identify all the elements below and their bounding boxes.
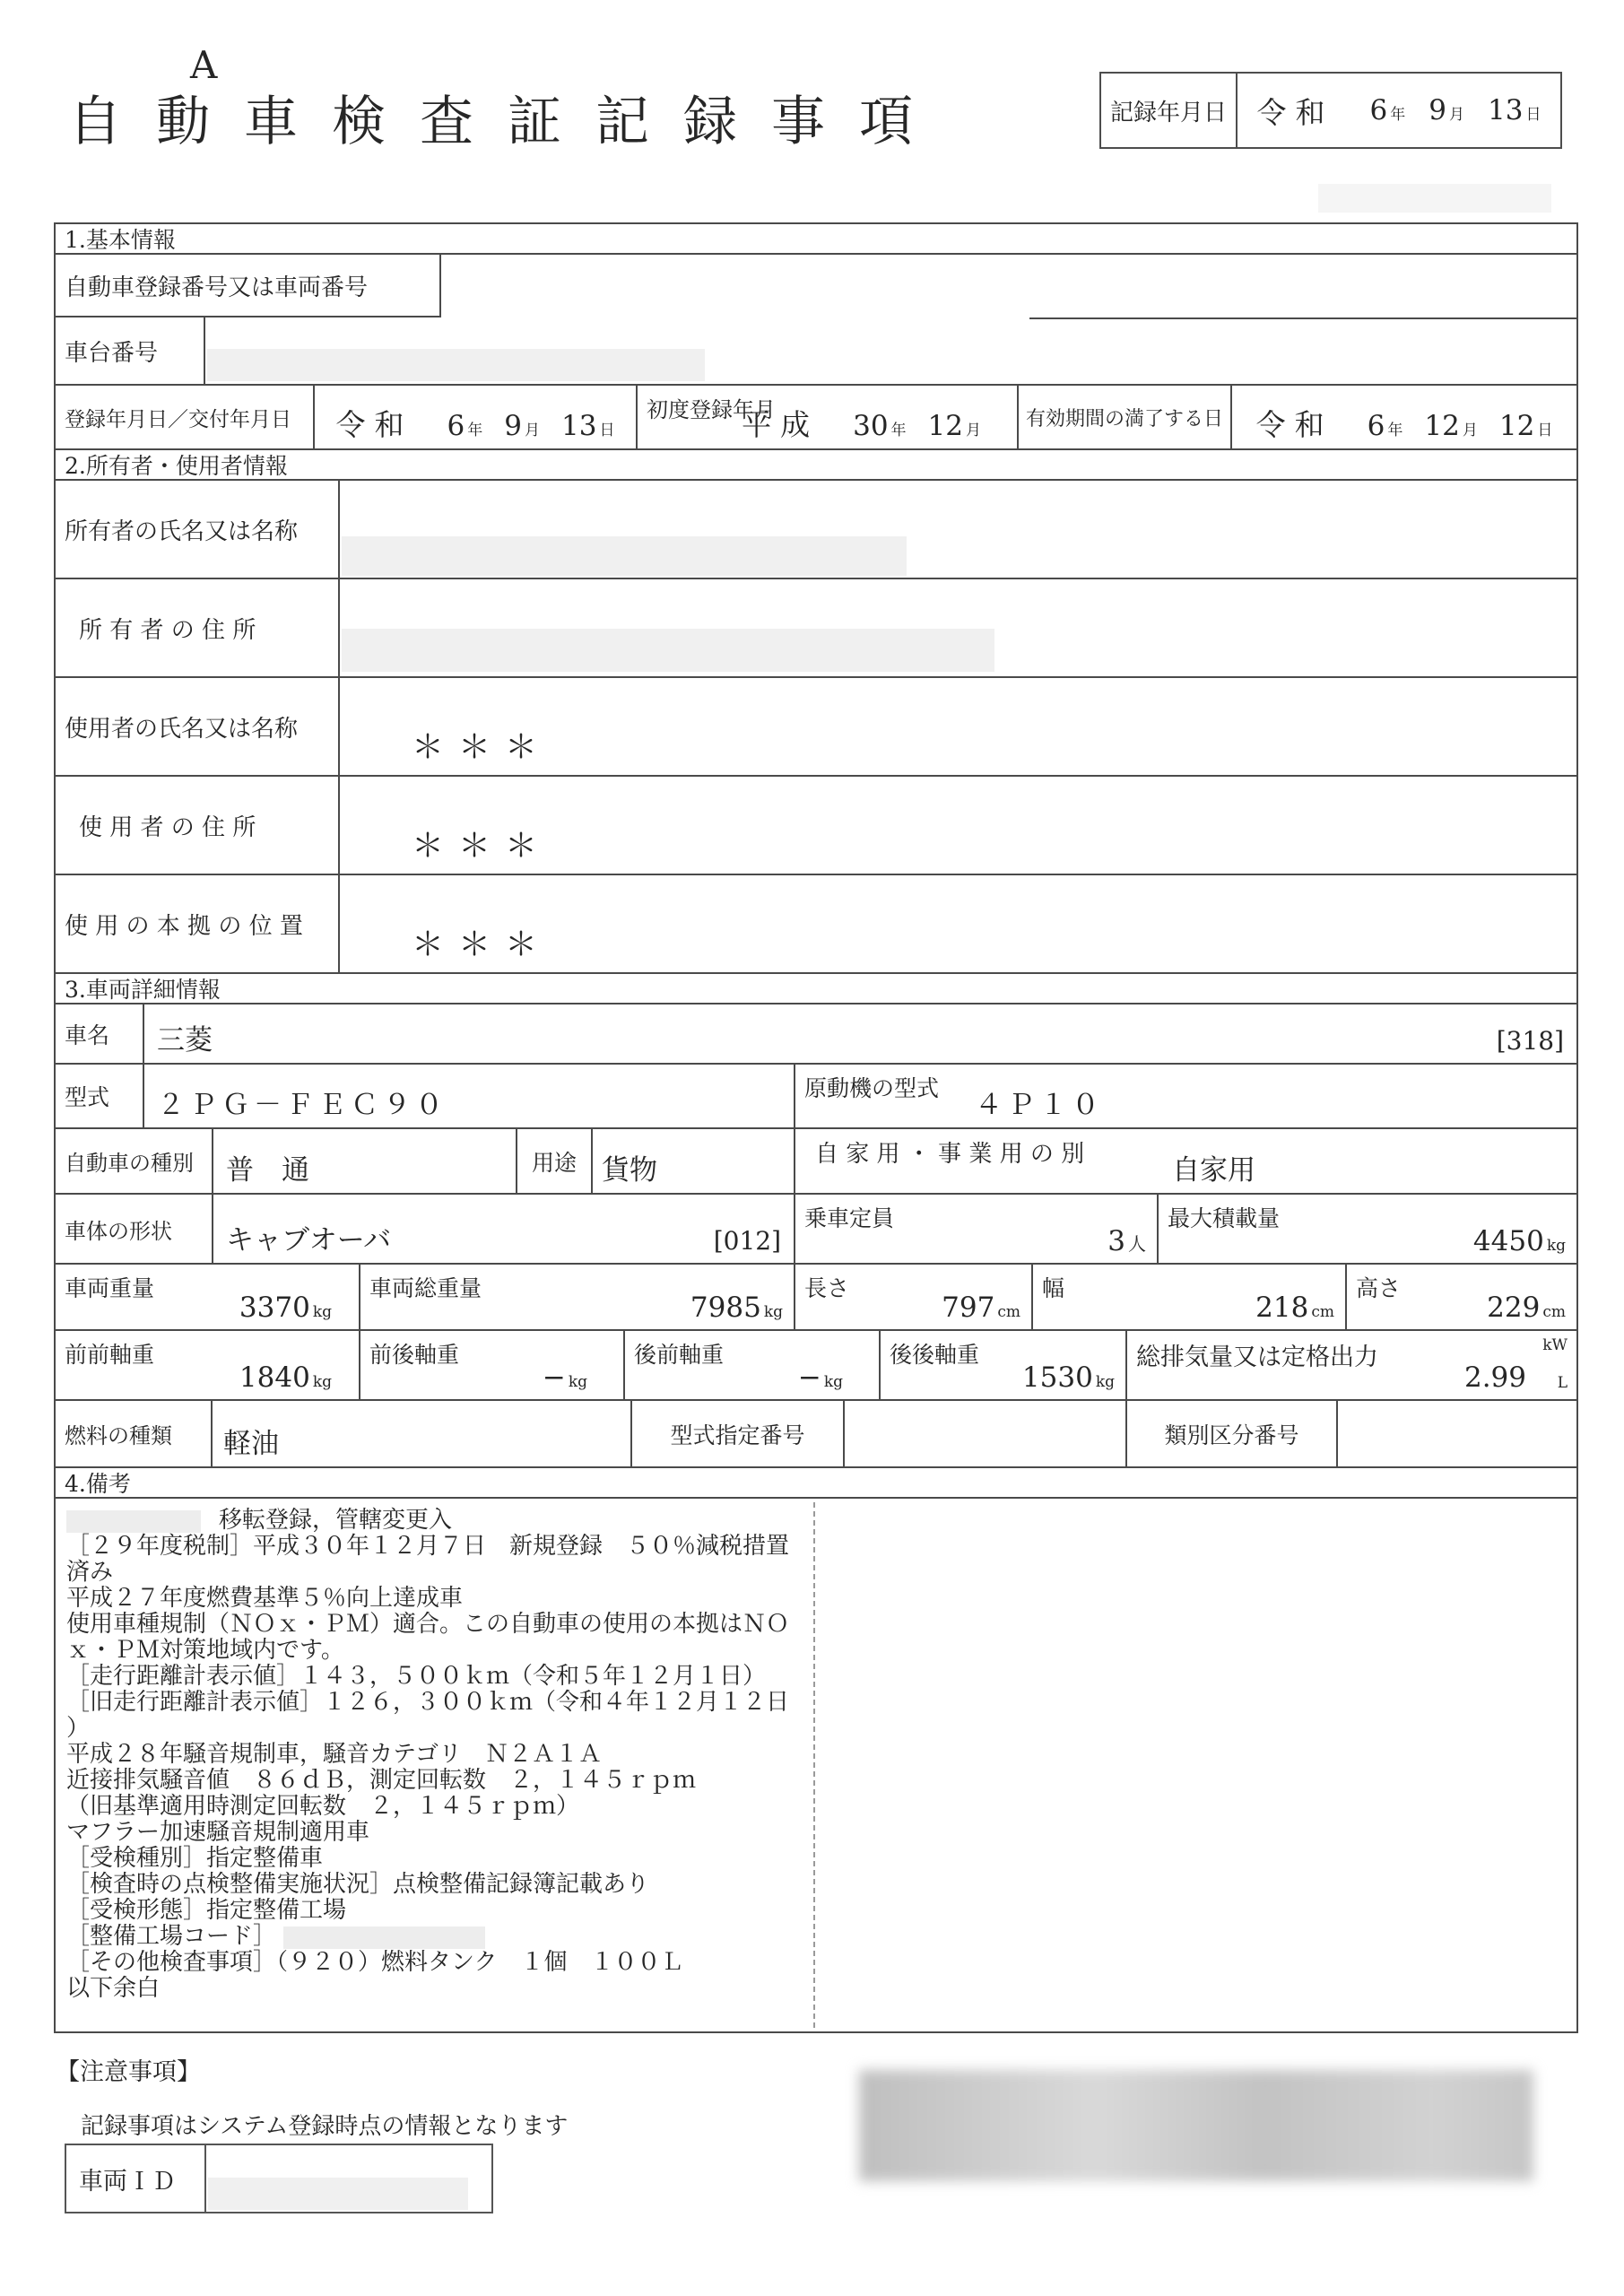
axle-rear-front-label: 後前軸重 <box>634 1342 725 1368</box>
displacement-units: kW L <box>1542 1336 1568 1392</box>
remark-line: ［受検種別］指定整備車 <box>66 1845 324 1872</box>
vehicle-weight-value: 3370 kg <box>239 1292 332 1324</box>
type-certification-number-label: 型式指定番号 <box>632 1401 845 1466</box>
row-owner-address <box>56 579 1576 678</box>
length-label: 長さ <box>804 1275 850 1301</box>
section-header-basic: 1.基本情報 <box>56 224 1576 255</box>
record-date-value: 令和 6 年 9 月 13 日 <box>1238 74 1560 147</box>
page-corner-mark: A <box>190 43 218 87</box>
vehicle-kind-label: 自動車の種別 <box>56 1129 213 1193</box>
row-model <box>56 1065 1576 1129</box>
notice-title: 【注意事項】 <box>56 2058 201 2086</box>
user-name-label: 使用者の氏名又は名称 <box>56 678 340 775</box>
row-user-name <box>56 678 1576 777</box>
row-owner-name <box>56 481 1576 579</box>
axle-rear-rear-label: 後後軸重 <box>890 1342 980 1368</box>
document-title: 自動車検査証記録事項 <box>68 91 947 153</box>
displacement-label: 総排気量又は定格出力 <box>1136 1344 1378 1371</box>
first-registration-cell <box>638 386 1019 448</box>
chassis-number-label: 車台番号 <box>56 317 205 384</box>
vehicle-name-code: [318] <box>1496 1026 1564 1056</box>
remark-line: 近接排気騒音値 ８６ｄＢ，測定回転数 ２，１４５ｒｐｍ <box>66 1767 697 1794</box>
height-label: 高さ <box>1356 1275 1402 1301</box>
row-registration-number <box>56 255 1576 317</box>
length-value: 797 cm <box>942 1292 1020 1324</box>
expiry-date-value: 令和 6 年 12 月 12 日 <box>1255 407 1553 442</box>
displacement-value: 2.99 <box>1463 1361 1526 1394</box>
use-value: 貨物 <box>602 1154 657 1187</box>
base-location-label: 使 用 の 本 拠 の 位 置 <box>56 875 340 972</box>
remark-line: 平成２８年騒音規制車，騒音カテゴリ Ｎ２Ａ１Ａ <box>66 1741 602 1768</box>
height-value: 229 cm <box>1487 1292 1566 1324</box>
notice-text: 記録事項はシステム登録時点の情報となります <box>81 2113 569 2140</box>
vehicle-name-label: 車名 <box>56 1004 144 1063</box>
capacity-label: 乗車定員 <box>804 1205 895 1231</box>
row-weights <box>56 1265 1576 1331</box>
axle-rear-rear-value: 1530 kg <box>1021 1361 1115 1394</box>
model-value: ２ＰＧ－ＦＥＣ９０ <box>157 1089 447 1121</box>
remark-line: 平成２７年度燃費基準５％向上達成車 <box>66 1585 464 1612</box>
redacted-area <box>342 629 994 672</box>
model-label: 型式 <box>56 1065 144 1127</box>
remark-line: ） <box>66 1715 91 1742</box>
max-load-value: 4450 kg <box>1472 1225 1566 1257</box>
remark-line: ［受検形態］指定整備工場 <box>66 1897 347 1924</box>
category-number-label: 類別区分番号 <box>1127 1401 1338 1466</box>
divider <box>813 1502 815 2028</box>
row-chassis-number <box>56 317 1576 386</box>
engine-model-label: 原動機の型式 <box>804 1075 940 1101</box>
owner-name-label: 所有者の氏名又は名称 <box>56 481 340 578</box>
section-header-remarks: 4.備考 <box>56 1468 1576 1499</box>
width-label: 幅 <box>1042 1275 1065 1301</box>
row-vehicle-kind <box>56 1129 1576 1195</box>
row-vehicle-name <box>56 1004 1576 1065</box>
remarks-area <box>56 1499 1576 2031</box>
axle-rear-front-value: − kg <box>797 1361 843 1394</box>
remark-line: 移転登録，管轄変更入 <box>66 1508 796 1534</box>
row-axle-weights <box>56 1331 1576 1401</box>
redacted-area <box>1318 184 1551 213</box>
fuel-type-label: 燃料の種類 <box>56 1401 213 1466</box>
remark-line: 使用車種規制（ＮＯｘ・ＰＭ）適合。この自動車の使用の本拠はＮＯ <box>66 1611 790 1638</box>
row-user-address <box>56 777 1576 875</box>
vehicle-id-box <box>65 2144 493 2213</box>
remark-line: ［２９年度税制］平成３０年１２月７日 新規登録 ５０％減税措置 <box>66 1533 790 1560</box>
remark-line: マフラー加速騒音規制適用車 <box>66 1819 370 1846</box>
redacted-area <box>66 1510 201 1533</box>
axle-front-rear-value: − kg <box>542 1361 587 1394</box>
fuel-type-value: 軽油 <box>223 1428 279 1460</box>
body-shape-value: キャブオーバ <box>226 1224 392 1257</box>
type-certification-number-value <box>845 1401 1127 1466</box>
record-date-box <box>1099 72 1562 149</box>
width-value: 218 cm <box>1255 1292 1334 1324</box>
axle-front-front-label: 前前軸重 <box>65 1342 155 1368</box>
registration-number-label: 自動車登録番号又は車両番号 <box>56 255 441 317</box>
remark-line: ［走行距離計表示値］１４３，５００ｋｍ（令和５年１２月１日） <box>66 1663 767 1690</box>
engine-model-value: ４Ｐ１０ <box>975 1089 1104 1121</box>
vehicle-id-label: 車両ＩＤ <box>66 2145 206 2212</box>
row-body-shape <box>56 1195 1576 1265</box>
gross-weight-label: 車両総重量 <box>369 1275 482 1301</box>
remark-line: （旧基準適用時測定回転数 ２，１４５ｒｐｍ） <box>66 1793 580 1820</box>
expiry-date-label: 有効期間の満了する日 <box>1019 386 1232 448</box>
remark-line: 以下余白 <box>66 1975 161 2002</box>
vehicle-kind-value: 普 通 <box>226 1154 309 1187</box>
section-header-owner: 2.所有者・使用者情報 <box>56 450 1576 481</box>
remark-line: ［その他検査事項］（９２０）燃料タンク １個 １００Ｌ <box>66 1949 684 1976</box>
remark-line: 済み <box>66 1559 114 1586</box>
vehicle-weight-label: 車両重量 <box>65 1275 155 1301</box>
remarks-text <box>66 1508 796 2002</box>
category-number-value <box>1338 1401 1576 1466</box>
main-table <box>54 222 1578 2033</box>
redacted-area <box>207 349 705 381</box>
era-text: 令和 <box>1256 94 1334 130</box>
remark-line: ［検査時の点検整備実施状況］点検整備記録簿記載あり <box>66 1871 650 1898</box>
axle-front-rear-label: 前後軸重 <box>369 1342 460 1368</box>
redacted-area <box>342 536 907 576</box>
redacted-area <box>283 1926 485 1949</box>
user-address-value: ＊＊＊ <box>412 828 552 865</box>
first-registration-value: 平成 30 年 12 月 <box>742 407 981 442</box>
remark-line: ［整備工場コード］ <box>66 1924 796 1950</box>
remark-line: ｘ・ＰＭ対策地域内です。 <box>66 1637 344 1664</box>
user-address-label: 使 用 者 の 住 所 <box>56 777 340 874</box>
capacity-value: 3 人 <box>1107 1225 1146 1257</box>
owner-address-label: 所 有 者 の 住 所 <box>56 579 340 676</box>
section-header-vehicle: 3.車両詳細情報 <box>56 974 1576 1004</box>
registration-date-value: 令和 6 年 9 月 13 日 <box>315 386 638 448</box>
remark-line: ［旧走行距離計表示値］１２６，３００ｋｍ（令和４年１２月１２日 <box>66 1689 790 1716</box>
record-date-label: 記録年月日 <box>1101 74 1238 147</box>
row-registration-date <box>56 386 1576 450</box>
redacted-area <box>208 2178 468 2210</box>
axle-front-front-value: 1840 kg <box>239 1361 332 1394</box>
row-fuel <box>56 1401 1576 1468</box>
private-business-label: 自 家 用 ・ 事 業 用 の 別 <box>815 1141 1085 1168</box>
base-location-value: ＊＊＊ <box>412 926 552 963</box>
max-load-label: 最大積載量 <box>1168 1205 1281 1231</box>
redacted-area <box>859 2070 1533 2181</box>
use-label: 用途 <box>517 1129 593 1193</box>
row-base-location <box>56 875 1576 974</box>
registration-date-label: 登録年月日／交付年月日 <box>56 386 315 448</box>
private-business-value: 自家用 <box>1172 1154 1255 1187</box>
body-shape-code: [012] <box>713 1226 781 1256</box>
vehicle-name-value: 三菱 <box>157 1024 213 1057</box>
body-shape-label: 車体の形状 <box>56 1195 213 1263</box>
user-name-value: ＊＊＊ <box>412 729 552 766</box>
gross-weight-value: 7985 kg <box>690 1292 783 1324</box>
first-registration-label: 初度登録年月 <box>647 397 776 422</box>
